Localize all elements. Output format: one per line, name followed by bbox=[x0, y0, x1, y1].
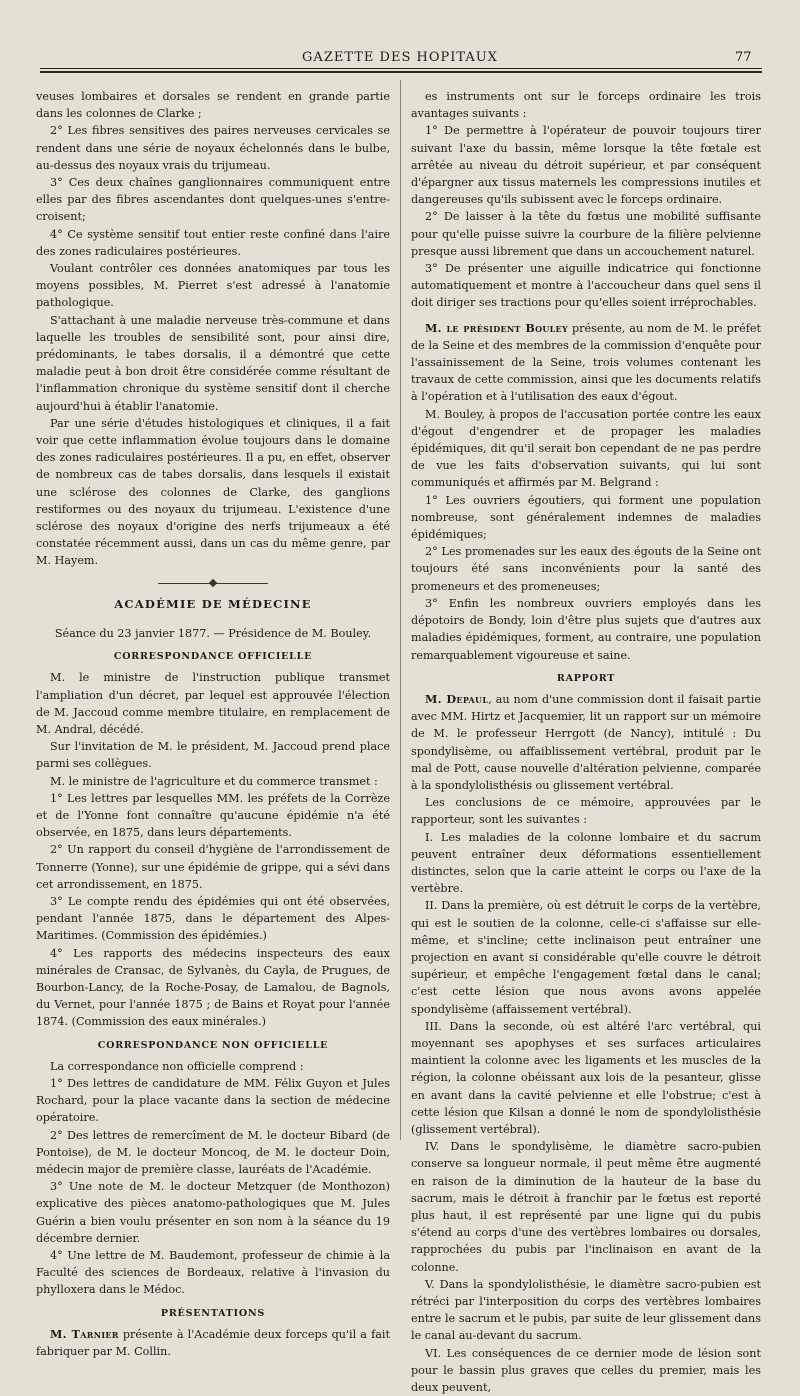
paragraph: M. Bouley, à propos de l'accusation portée contre les eaux d'égout d'engendrer et de propager les maladies épidémiques, dit qu'il serait bon cependant de ne pas perdre de vue les faits d'observation suivants, qui lui sont communiqués et affirmés par M. Belgrand : bbox=[411, 407, 761, 490]
paragraph: 2° Les fibres sensitives des paires nerveuses cervicales se rendent dans une série de noyaux échelonnés dans le bulbe, au-dessus des noyaux vrais du trijumeau. bbox=[36, 124, 390, 172]
subheading-presentations: PRÉSENTATIONS bbox=[160, 1307, 266, 1319]
speaker-name: M. le président Bouley bbox=[425, 320, 568, 335]
paragraph: 3° Le compte rendu des épidémies qui ont été observées, pendant l'année 1875, dans le département des Alpes-Maritimes. (Commission des épidémies.) bbox=[36, 894, 390, 943]
paragraph: 2° Les promenades sur les eaux des égouts de la Seine ont toujours été sans inconvénients pour la santé des promeneurs et des promeneuses; bbox=[411, 545, 761, 593]
paragraph-text: présente, au nom de M. le préfet de la Seine et des membres de la commission d'enquête pour l'assainissement de la Seine, trois volumes contenant les travaux de cette commission, ainsi que les documents relatifs à l'opération et à l'utilisation des eaux d'égout. bbox=[411, 321, 762, 404]
paragraph: es instruments ont sur le forceps ordinaire les trois avantages suivants : bbox=[411, 90, 761, 121]
subheading-correspondance-non-officielle: CORRESPONDANCE NON OFFICIELLE bbox=[97, 1039, 329, 1051]
spacer bbox=[411, 312, 761, 320]
paragraph: Voulant contrôler ces données anatomiques par tous les moyens possibles, M. Pierret s'est adressé à l'anatomie pathologique. bbox=[36, 262, 390, 310]
section-separator bbox=[36, 570, 390, 596]
paragraph: 4° Les rapports des médecins inspecteurs des eaux minérales de Cransac, de Sylvanès, du Cayla, de Prugues, de Bourbon-Lancy, de la Roche-Posay, de Lamalou, de Bagnols, du Vernet, pour l'année 1875 ; de Bains et Royat pour l'année 1874. (Commission des eaux minérales.) bbox=[36, 946, 390, 1029]
paragraph: S'attachant à une maladie nerveuse très-commune et dans laquelle les troubles de sensibilité sont, pour ainsi dire, prédominants, le tabes dorsalis, il a démontré que cette maladie peut à bon droit être considérée comme résultant de l'inflammation chronique du système sensitif dont il cherche aujourd'hui à établir l'anatomie. bbox=[36, 313, 390, 413]
paragraph: I. Les maladies de la colonne lombaire et du sacrum peuvent entraîner deux déformations essentiellement distinctes, selon que la carie atteint le corps ou l'axe de la vertèbre. bbox=[411, 830, 761, 896]
paragraph: VI. Les conséquences de ce dernier mode de lésion sont pour le bassin plus graves que celles du premier, mais les deux peuvent, bbox=[411, 1346, 761, 1395]
paragraph: La correspondance non officielle comprend : bbox=[50, 1059, 304, 1073]
speaker-name: M. Depaul bbox=[425, 691, 489, 706]
paragraph: M. le ministre de l'agriculture et du commerce transmet : bbox=[50, 774, 378, 788]
section-heading-academie: ACADÉMIE DE MÉDECINE bbox=[114, 596, 312, 611]
left-column bbox=[36, 88, 390, 1360]
paragraph: IV. Dans le spondylisème, le diamètre sacro-pubien conserve sa longueur normale, il peut même être augmenté en raison de la diminution de la hauteur de la base du sacrum, mais le détroit à franchir par le fœtus est reporté plus haut, il est représenté par une ligne qui du pubis s'étend au corps d'une des vertèbres lombaires ou dorsales, rapprochées du pubis par l'inclinaison en avant de la colonne. bbox=[411, 1140, 761, 1274]
paragraph-text: , au nom d'une commission dont il faisait partie avec MM. Hirtz et Jacquemier, lit un rapport sur un mémoire de M. le professeur Herrgott (de Nancy), intitulé : Du spondylisème, ou affaiblissement vertébral, produit par le mal de Pott, cause nouvelle d'altération pelvienne, comparée à la spondylolisthésis ou glissement vertébral. bbox=[411, 692, 761, 792]
paragraph: 3° Ces deux chaînes ganglionnaires communiquent entre elles par des fibres ascendantes dont quelques-unes s'entre-croisent; bbox=[36, 176, 390, 224]
seance-line: Séance du 23 janvier 1877. — Présidence de M. Bouley. bbox=[54, 626, 372, 640]
paragraph: III. Dans la seconde, où est altéré l'arc vertébral, qui moyennant ses apophyses et ses surfaces articulaires maintient la colonne avec les ligaments et les muscles de la région, la colonne obéissant aux lois de la pesanteur, glisse en avant dans la cavité pelvienne et elle l'obstrue; c'est à cette lésion que Kilsan a donné le nom de spondylolisthésie (glissement vertébral). bbox=[411, 1019, 761, 1136]
running-title: GAZETTE DES HOPITAUX bbox=[302, 50, 498, 65]
paragraph: Les conclusions de ce mémoire, approuvées par le rapporteur, sont les suivantes : bbox=[411, 796, 761, 827]
paragraph: 2° Des lettres de remercîment de M. le docteur Bibard (de Pontoise), de M. le docteur Moncoq, de M. le docteur Doin, médecin major de première classe, lauréats de l'Académie. bbox=[36, 1128, 390, 1176]
paragraph bbox=[36, 1326, 390, 1360]
paragraph: 4° Une lettre de M. Baudemont, professeur de chimie à la Faculté des sciences de Bordeaux, relative à l'invasion du phylloxera dans le Médoc. bbox=[36, 1249, 390, 1297]
paragraph-text: présente à l'Académie deux forceps qu'il a fait fabriquer par M. Collin. bbox=[36, 1327, 390, 1359]
column-divider bbox=[400, 80, 401, 1140]
paragraph bbox=[411, 691, 761, 794]
paragraph: 1° Les ouvriers égoutiers, qui forment une population nombreuse, sont généralement indemnes de maladies épidémiques; bbox=[411, 493, 761, 542]
paragraph: 2° De laisser à la tête du fœtus une mobilité suffisante pour qu'elle puisse suivre la courbure de la filière pelvienne presque aussi librement que dans un accouchement naturel. bbox=[411, 210, 761, 258]
paragraph: M. le ministre de l'instruction publique transmet l'ampliation d'un décret, par lequel est approuvée l'élection de M. Jaccoud comme membre titulaire, en remplacement de M. Andral, décédé. bbox=[36, 671, 390, 736]
paragraph: Par une série d'études histologiques et cliniques, il a fait voir que cette inflammation évolue toujours dans le domaine des zones radiculaires postérieures. Il a pu, en effet, observer de nombreux cas de tabes dorsalis, dans lesquels il existait une sclérose des colonnes de Clarke, des ganglions restiformes ou des noyaux du trijumeau. L'existence d'une sclérose des noyaux d'origine des nerfs trijumeaux a été constatée récemment aussi, dans un cas du même genre, par M. Hayem. bbox=[36, 416, 390, 568]
right-column bbox=[411, 88, 761, 1396]
paragraph: 3° De présenter une aiguille indicatrice qui fonctionne automatiquement et montre à l'accoucheur dans quel sens il doit diriger ses tractions pour qu'elles soient irréprochables. bbox=[411, 262, 761, 310]
paragraph: 3° Enfin les nombreux ouvriers employés dans les dépotoirs de Bondy, loin d'être plus sujets que d'autres aux maladies épidémiques, forment, au contraire, une population remarquablement vigoureuse et saine. bbox=[411, 596, 761, 662]
paragraph: II. Dans la première, où est détruit le corps de la vertèbre, qui est le soutien de la colonne, celle-ci s'affaisse sur elle-même, et s'incline; cette inclinaison peut entraîner une projection en avant si considérable qu'elle couvre le détroit supérieur, et empêche l'engagement fœtal dans le canal; c'est cette lésion que nous avons avons appelée spondylisème (affaissement vertébral). bbox=[411, 899, 761, 1016]
paragraph: V. Dans la spondylolisthésie, le diamètre sacro-pubien est rétréci par l'interposition du corps des vertèbres lombaires entre le sacrum et le pubis, par suite de leur glissement dans le canal au-devant du sacrum. bbox=[411, 1277, 761, 1343]
header-rule bbox=[40, 68, 762, 69]
paragraph: 3° Une note de M. le docteur Metzquer (de Monthozon) explicative des pièces anatomo-pathologiques que M. Jules Guérin a bien voulu présenter en son nom à la séance du 19 décembre dernier. bbox=[36, 1180, 390, 1245]
subheading-correspondance-officielle: CORRESPONDANCE OFFICIELLE bbox=[113, 651, 313, 663]
page-number: 77 bbox=[735, 50, 752, 65]
paragraph: veuses lombaires et dorsales se rendent en grande partie dans les colonnes de Clarke ; bbox=[36, 90, 390, 121]
subheading-rapport: RAPPORT bbox=[556, 672, 616, 684]
paragraph: 1° De permettre à l'opérateur de pouvoir toujours tirer suivant l'axe du bassin, même lorsque la tête fœtale est arrêtée au niveau du détroit supérieur, et par conséquent d'épargner aux tissus maternels les compressions inutiles et dangereuses qu'ils subissent avec le forceps ordinaire. bbox=[411, 124, 761, 207]
paragraph: 2° Un rapport du conseil d'hygiène de l'arrondissement de Tonnerre (Yonne), sur une épidémie de grippe, qui a sévi dans cet arrondissement, en 1875. bbox=[36, 843, 390, 891]
paragraph: 1° Des lettres de candidature de MM. Félix Guyon et Jules Rochard, pour la place vacante dans la section de médecine opératoire. bbox=[36, 1076, 390, 1125]
separator-ornament bbox=[209, 578, 217, 586]
header-rule-thick bbox=[40, 71, 762, 73]
paragraph: 1° Les lettres par lesquelles MM. les préfets de la Corrèze et de l'Yonne font connaître qu'aucune épidémie n'a été observée, en 1875, dans leurs départements. bbox=[36, 791, 390, 840]
speaker-name: M. Tarnier bbox=[50, 1326, 119, 1341]
paragraph: Sur l'invitation de M. le président, M. Jaccoud prend place parmi ses collègues. bbox=[36, 740, 390, 771]
paragraph bbox=[411, 320, 761, 406]
paragraph: 4° Ce système sensitif tout entier reste confiné dans l'aire des zones radiculaires postérieures. bbox=[36, 227, 390, 258]
